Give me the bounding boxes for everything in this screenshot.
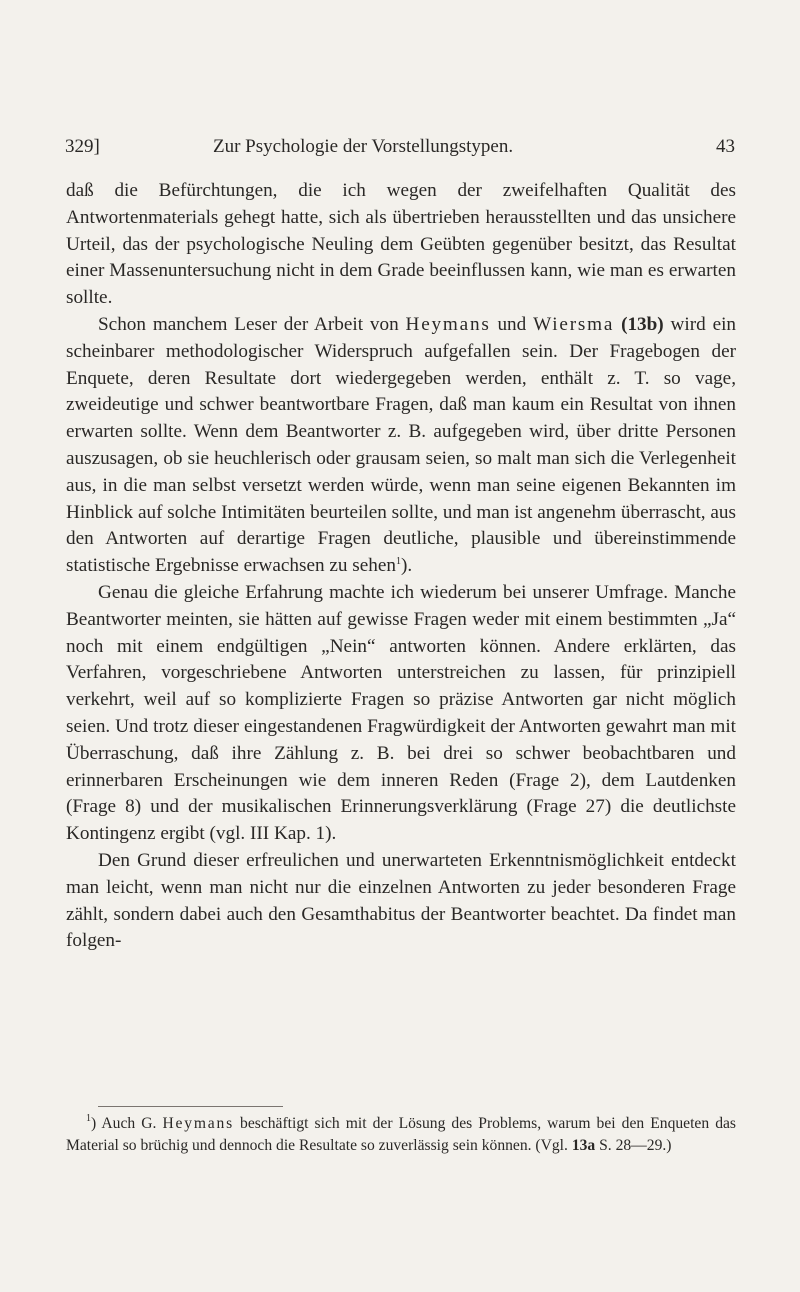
footnote-number: 1 (86, 1113, 91, 1124)
paragraph-text: ). (401, 555, 413, 577)
paragraph-text: daß die Befürchtungen, die ich wegen der zweifelhaften Qualität des Antwortenmaterials gehegt hatte, sich als übertrieben herausstellten und das unsichere Urteil, das der psychologische Neuling dem Geübten gegenüber besitzt, das Resultat einer Massenuntersuchung nicht in dem Grade beeinflussen kann, wie man es erwarten sollte. (66, 180, 736, 309)
body-text (66, 178, 736, 955)
footnote (66, 1113, 736, 1157)
reference-number: (13b) (621, 313, 664, 335)
footnote-text: ) Auch G. (91, 1115, 163, 1132)
paragraph (66, 580, 736, 848)
paragraph (66, 178, 736, 312)
page-number-right: 43 (716, 136, 735, 157)
author-name: Heymans (162, 1115, 234, 1132)
paragraph (66, 312, 736, 580)
paragraph (66, 848, 736, 955)
author-name: Heymans (405, 313, 491, 335)
paragraph-text: Den Grund dieser erfreulichen und unerwarteten Erkenntnismöglichkeit entdeckt man leicht, wenn man nicht nur die einzelnen Antworten zu jeder besonderen Frage zählt, sondern dabei auch den Gesamthabitus der Beantworter beachtet. Da findet man folgen- (66, 849, 736, 952)
footnote-text: S. 28—29.) (595, 1137, 672, 1154)
paragraph-text: Genau die gleiche Erfahrung machte ich wiederum bei unserer Umfrage. Manche Beantworter meinten, sie hätten auf gewisse Fragen weder mit einem bestimmten „Ja“ noch mit einem endgültigen „Nein“ antworten können. Andere erklärten, das Verfahren, vorgeschriebene Antworten unterstreichen zu lassen, für prinzipiell verkehrt, weil auf so komplizierte Fragen so präzise Antworten gar nicht möglich seien. Und trotz dieser eingestandenen Fragwürdigkeit der Antworten gewahrt man mit Überraschung, daß ihre Zählung z. B. bei drei so schwer beobachtbaren und erinnerbaren Erscheinungen wie dem inneren Reden (Frage 2), dem Lautdenken (Frage 8) und der musikalischen Erinnerungsverklärung (Frage 27) die deutlichste Kontingenz ergibt (vgl. III Kap. 1). (66, 581, 736, 845)
footnote-mark: 1 (396, 556, 401, 568)
running-head (65, 134, 735, 160)
footnotes (66, 1113, 736, 1157)
page-number-left: 329] (65, 136, 100, 157)
footnote-text: beschäftigt sich mit der Lösung des Problems, warum bei den Enqueten das Material so brüchig und dennoch die Resultate so zuverlässig sein können. (Vgl. (66, 1115, 736, 1154)
author-name: Wiersma (533, 313, 615, 335)
reference-number: 13a (571, 1137, 596, 1154)
paragraph-text: Schon manchem Leser der Arbeit von (98, 313, 406, 335)
running-title: Zur Psychologie der Vorstellungstypen. (213, 136, 514, 157)
footnote-divider (98, 1106, 283, 1107)
paragraph-text: und (490, 313, 534, 335)
paragraph-text: wird ein scheinbarer methodologischer Widerspruch aufgefallen sein. Der Fragebogen der Enquete, deren Resultate dort wiedergegeben werden, enthält z. T. so vage, zweideutige und schwer beantwortbare Fragen, daß man kaum ein Resultat von ihnen erwarten sollte. Wenn dem Beantworter z. B. aufgegeben wird, über dritte Personen auszusagen, ob sie heuchlerisch oder grausam seien, so malt man sich die Verlegenheit aus, in die man selbst versetzt werden würde, wenn man seine eigenen Bekannten im Hinblick auf solche Intimitäten beurteilen sollte, und man ist angenehm überrascht, aus den Antworten auf derartige Fragen deutliche, plausible und übereinstimmende statistische Ergebnisse erwachsen zu sehen (66, 313, 737, 577)
